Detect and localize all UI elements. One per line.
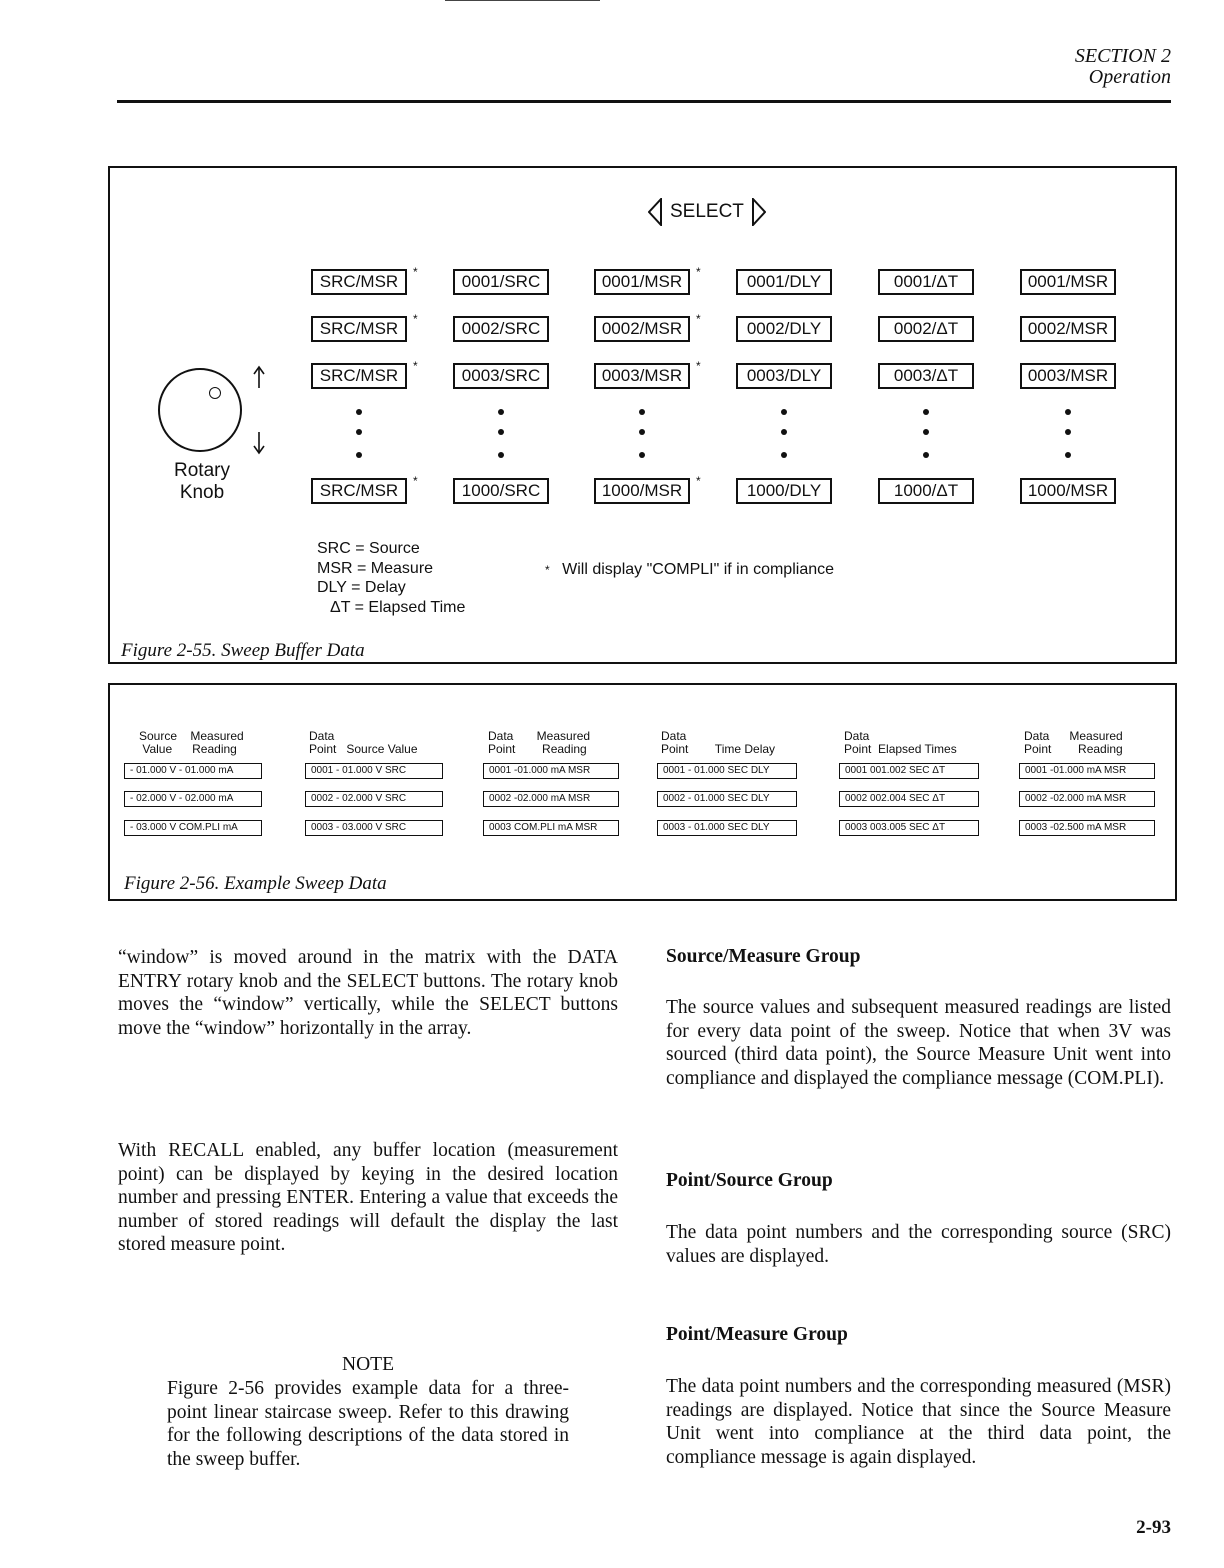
header-line-1: Data: [309, 729, 335, 743]
continuation-dot: [1065, 452, 1071, 458]
compliance-note: [545, 560, 834, 581]
sweep-group-header: [844, 730, 957, 756]
header-line-1: Source Measured: [139, 729, 244, 743]
note-title: NOTE: [342, 1354, 394, 1375]
sweep-group-header: [488, 730, 590, 756]
sweep-data-cell: 0001 001.002 SEC ΔT: [839, 763, 979, 779]
select-left-arrow-icon: [648, 198, 662, 226]
continuation-dot: [356, 452, 362, 458]
compliance-asterisk: *: [696, 265, 701, 279]
section-title: SECTION 2: [1074, 45, 1171, 67]
sweep-data-cell: 0002 - 01.000 SEC DLY: [657, 791, 797, 807]
body-point-measure: The data point numbers and the corresponding measured (MSR) readings are displayed. Notice that since the Source Measure Unit went into compliance at the third data point, the compliance message is again displayed.: [666, 1376, 1171, 1468]
buffer-cell: 0001/ΔT: [878, 269, 974, 295]
sweep-data-cell: 0003 COM.PLI mA MSR: [483, 820, 619, 836]
continuation-dot: [356, 429, 362, 435]
buffer-cell: 0002/ΔT: [878, 316, 974, 342]
sweep-data-cell: 0002 -02.000 mA MSR: [1019, 791, 1155, 807]
header-line-2: Value Reading: [139, 742, 237, 756]
section-header: [1075, 46, 1171, 88]
sweep-data-cell: 0003 - 01.000 SEC DLY: [657, 820, 797, 836]
sweep-group-header: [139, 730, 244, 756]
heading-source-measure: Source/Measure Group: [666, 946, 861, 967]
buffer-cell: 0002/MSR: [594, 316, 690, 342]
header-line-1: Data Measured: [1024, 729, 1123, 743]
legend: [317, 539, 465, 617]
continuation-dot: [356, 409, 362, 415]
buffer-cell: 0002/DLY: [736, 316, 832, 342]
continuation-dot: [639, 452, 645, 458]
sweep-group-header: [661, 730, 775, 756]
header-line-2: Point Time Delay: [661, 742, 776, 756]
rotary-knob: [158, 368, 242, 452]
sweep-data-cell: 0003 -02.500 mA MSR: [1019, 820, 1155, 836]
body-source-measure: The source values and subsequent measured readings are listed for every data point of the sweep. Notice that when 3V was sourced (third data point), the Source Measure Unit went into compliance and displayed the compliance message (COM.PLI).: [666, 997, 1171, 1089]
knob-indicator: [209, 387, 221, 399]
header-line-2: Point Elapsed Times: [844, 742, 957, 756]
select-right-arrow-icon: [752, 198, 766, 226]
select-label: SELECT: [670, 201, 744, 222]
heading-point-measure: Point/Measure Group: [666, 1324, 848, 1345]
buffer-cell: 1000/SRC: [453, 478, 549, 504]
sweep-data-cell: 0001 -01.000 mA MSR: [1019, 763, 1155, 779]
continuation-dot: [923, 429, 929, 435]
buffer-cell: SRC/MSR: [311, 269, 407, 295]
buffer-cell: 0002/MSR: [1020, 316, 1116, 342]
compliance-asterisk: *: [696, 312, 701, 326]
header-line-1: Data: [844, 729, 870, 743]
sweep-data-cell: 0001 - 01.000 SEC DLY: [657, 763, 797, 779]
continuation-dot: [498, 452, 504, 458]
note-body: Figure 2-56 provides example data for a three-point linear staircase sweep. Refer to this drawing for the following descriptions of the data stored in the sweep buffer.: [167, 1378, 569, 1470]
note-asterisk: *: [545, 563, 550, 577]
heading-point-source: Point/Source Group: [666, 1170, 833, 1191]
compliance-asterisk: *: [413, 359, 418, 373]
buffer-cell: 0001/SRC: [453, 269, 549, 295]
sweep-data-cell: 0001 -01.000 mA MSR: [483, 763, 619, 779]
buffer-cell: 0003/MSR: [1020, 363, 1116, 389]
legend-src: SRC = Source: [317, 540, 420, 557]
buffer-cell: 1000/ΔT: [878, 478, 974, 504]
figure-2-55: [108, 166, 1177, 664]
body-left-para-1: “window” is moved around in the matrix with the DATA ENTRY rotary knob and the SELECT buttons. The rotary knob moves the “window” vertically, while the SELECT buttons move the “window” horizontally in the array.: [118, 947, 618, 1039]
buffer-cell: 0001/MSR: [594, 269, 690, 295]
header-line-1: Data: [661, 729, 687, 743]
sweep-data-cell: 0003 - 03.000 V SRC: [305, 820, 443, 836]
sweep-data-cell: 0002 -02.000 mA MSR: [483, 791, 619, 807]
knob-label: Rotary Knob: [174, 460, 230, 503]
continuation-dot: [639, 429, 645, 435]
sweep-data-cell: - 03.000 V COM.PLI mA: [124, 820, 262, 836]
buffer-cell: 0003/SRC: [453, 363, 549, 389]
header-line-2: Point Source Value: [309, 742, 418, 756]
continuation-dot: [1065, 409, 1071, 415]
header-rule: [117, 100, 1171, 103]
sweep-data-cell: 0001 - 01.000 V SRC: [305, 763, 443, 779]
top-edge-line: [445, 0, 600, 1]
continuation-dot: [781, 429, 787, 435]
figure-2-56-caption: Figure 2-56. Example Sweep Data: [124, 873, 387, 894]
header-line-1: Data Measured: [488, 729, 591, 743]
buffer-cell: 0001/MSR: [1020, 269, 1116, 295]
figure-2-55-caption: Figure 2-55. Sweep Buffer Data: [121, 640, 365, 661]
sweep-group-header: [309, 730, 418, 756]
continuation-dot: [639, 409, 645, 415]
buffer-cell: 0003/MSR: [594, 363, 690, 389]
buffer-cell: 1000/MSR: [594, 478, 690, 504]
continuation-dot: [498, 429, 504, 435]
compliance-asterisk: *: [413, 312, 418, 326]
sweep-data-cell: 0002 002.004 SEC ΔT: [839, 791, 979, 807]
continuation-dot: [923, 452, 929, 458]
header-line-2: Point Reading: [488, 742, 587, 756]
knob-direction-arrows-icon: [250, 364, 268, 464]
buffer-cell: SRC/MSR: [311, 363, 407, 389]
section-subtitle: Operation: [1088, 66, 1171, 88]
buffer-cell: 0001/DLY: [736, 269, 832, 295]
compliance-asterisk: *: [696, 359, 701, 373]
compliance-asterisk: *: [413, 265, 418, 279]
figure-2-56: [108, 683, 1177, 901]
header-line-2: Point Reading: [1024, 742, 1123, 756]
note-text: Will display "COMPLI" if in compliance: [562, 561, 835, 578]
buffer-cell: 1000/DLY: [736, 478, 832, 504]
legend-msr: MSR = Measure: [317, 559, 434, 577]
continuation-dot: [1065, 429, 1071, 435]
continuation-dot: [498, 409, 504, 415]
sweep-group-header: [1024, 730, 1123, 756]
buffer-cell: 0003/DLY: [736, 363, 832, 389]
sweep-data-cell: 0003 003.005 SEC ΔT: [839, 820, 979, 836]
page-number: 2-93: [1136, 1517, 1171, 1538]
continuation-dot: [781, 452, 787, 458]
sweep-data-cell: - 01.000 V - 01.000 mA: [124, 763, 262, 779]
body-point-source: The data point numbers and the corresponding source (SRC) values are displayed.: [666, 1222, 1171, 1267]
continuation-dot: [781, 409, 787, 415]
note-block: [167, 1352, 569, 1471]
body-left-para-2: With RECALL enabled, any buffer location (measurement point) can be displayed by keying in the desired location number and pressing ENTER. Entering a value that exceeds the number of stored readings will default the display the last stored measure point.: [118, 1140, 618, 1255]
sweep-data-cell: 0002 - 02.000 V SRC: [305, 791, 443, 807]
legend-dly: DLY = Delay: [317, 579, 406, 597]
buffer-cell: 1000/MSR: [1020, 478, 1116, 504]
buffer-cell: 0002/SRC: [453, 316, 549, 342]
compliance-asterisk: *: [696, 474, 701, 488]
buffer-cell: SRC/MSR: [311, 316, 407, 342]
legend-dt: ΔT = Elapsed Time: [330, 598, 466, 616]
compliance-asterisk: *: [413, 474, 418, 488]
sweep-data-cell: - 02.000 V - 02.000 mA: [124, 791, 262, 807]
select-buttons: [648, 198, 766, 226]
continuation-dot: [923, 409, 929, 415]
buffer-cell: 0003/ΔT: [878, 363, 974, 389]
buffer-cell: SRC/MSR: [311, 478, 407, 504]
